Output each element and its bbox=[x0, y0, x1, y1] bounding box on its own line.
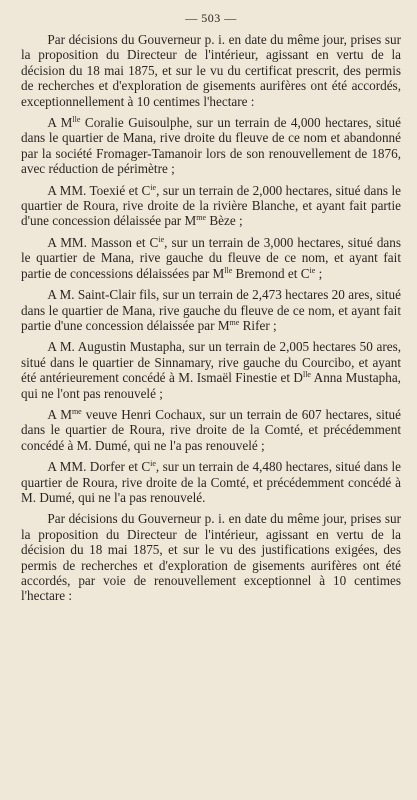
text-run: A M bbox=[47, 406, 72, 422]
text-run: ; bbox=[315, 265, 323, 281]
superscript-abbrev: ie bbox=[150, 182, 157, 192]
superscript-abbrev: me bbox=[229, 317, 240, 327]
text-run: A MM. Toexié et C bbox=[47, 182, 151, 198]
text-run: A M. Augustin Mustapha, sur un terrain de 2,005 hectares 50 ares, situé dans le quartier de Sinnamary, rive gauche du Courcibo, et ayant été antérieurement concédé à M. Ismaël Finestie et D bbox=[21, 339, 401, 386]
text-run: A M. Saint-Clair fils, sur un terrain de 2,473 hectares 20 ares, situé dans le quartier de Mana, rive gauche du fleuve de ce nom, et ayant fait partie d'une concession délaissée par M bbox=[21, 287, 401, 333]
text-run: A M bbox=[47, 115, 73, 131]
page-number: — 503 — bbox=[185, 11, 237, 25]
text-run: veuve Henri Cochaux, sur un terrain de 607 hectares, situé dans le quartier de Roura, rive droite de la Comté, et précédemment concédé à M. Dumé, qui ne l'a pas renouvelé ; bbox=[21, 406, 401, 453]
text-run: Bèze ; bbox=[206, 213, 243, 229]
superscript-abbrev: ie bbox=[150, 459, 156, 469]
grant-masson bbox=[21, 235, 401, 281]
text-run: Coralie Guisoulphe, sur un terrain de 4,000 hectares, situé dans le quartier de Mana, rive droite du fleuve de ce nom et abandonné par la société Fromager-Tamanoir lors de son renouvellement de 1876, avec réduction de périmètre ; bbox=[21, 115, 401, 177]
superscript-abbrev: ie bbox=[309, 265, 316, 275]
text-run: A MM. Masson et C bbox=[47, 234, 159, 250]
intro-paragraph bbox=[21, 32, 401, 109]
grant-coralie-guisoulphe bbox=[21, 115, 401, 177]
renewal-paragraph bbox=[21, 511, 401, 603]
grant-augustin-mustapha bbox=[21, 339, 401, 401]
superscript-abbrev: me bbox=[196, 213, 207, 223]
superscript-abbrev: lle bbox=[224, 265, 233, 275]
text-run: Bremond et C bbox=[232, 265, 310, 281]
superscript-abbrev: me bbox=[71, 406, 82, 416]
text-run: , sur un terrain de 3,000 hectares, situé dans le quartier de Mana, rive gauche du fleuve de ce nom, et ayant fait partie de concessions délaissées par M bbox=[21, 234, 401, 281]
grant-dorfer bbox=[21, 459, 401, 505]
superscript-abbrev: lle bbox=[72, 115, 81, 125]
grant-henri-cochaux bbox=[21, 407, 401, 453]
superscript-abbrev: lle bbox=[302, 370, 311, 380]
text-run: , sur un terrain de 4,480 hectares, situé dans le quartier de Roura, rive droite de la Comté, et précédemment concédé à M. Dumé, qui ne l'a pas renouvelé. bbox=[21, 459, 401, 505]
text-run: A MM. Dorfer et C bbox=[47, 459, 151, 475]
text-run: , sur un terrain de 2,000 hectares, situé dans le quartier de Roura, rive droite de la rivière Blanche, et ayant fait partie d'une concession délaissée par M bbox=[21, 182, 401, 229]
text-run: Anna Mustapha, qui ne l'ont pas renouvelé ; bbox=[21, 370, 401, 401]
text-run: Par décisions du Gouverneur p. i. en date du même jour, prises sur la proposition du Directeur de l'intérieur, agissant en vertu de la décision du 18 mai 1875, et sur le vu du certificat prescrit, des permis de recherches et d'exploration de gisements aurifères ont été accordés, exceptionnellement à 10 centimes l'hectare : bbox=[21, 32, 401, 109]
grant-toexie bbox=[21, 183, 401, 229]
text-run: Rifer ; bbox=[239, 317, 277, 333]
text-run: Par décisions du Gouverneur p. i. en date du même jour, prises sur la proposition du Directeur de l'intérieur, agissant en vertu de la décision du 18 mai 1875, et sur le vu des justifications exigées, des permis de recherches et d'exploration de gisements aurifères ont été accordés, par voie de renouvellement exceptionnel à 10 centimes l'hectare : bbox=[21, 511, 401, 604]
superscript-abbrev: ie bbox=[158, 234, 165, 244]
grant-saint-clair bbox=[21, 287, 401, 333]
